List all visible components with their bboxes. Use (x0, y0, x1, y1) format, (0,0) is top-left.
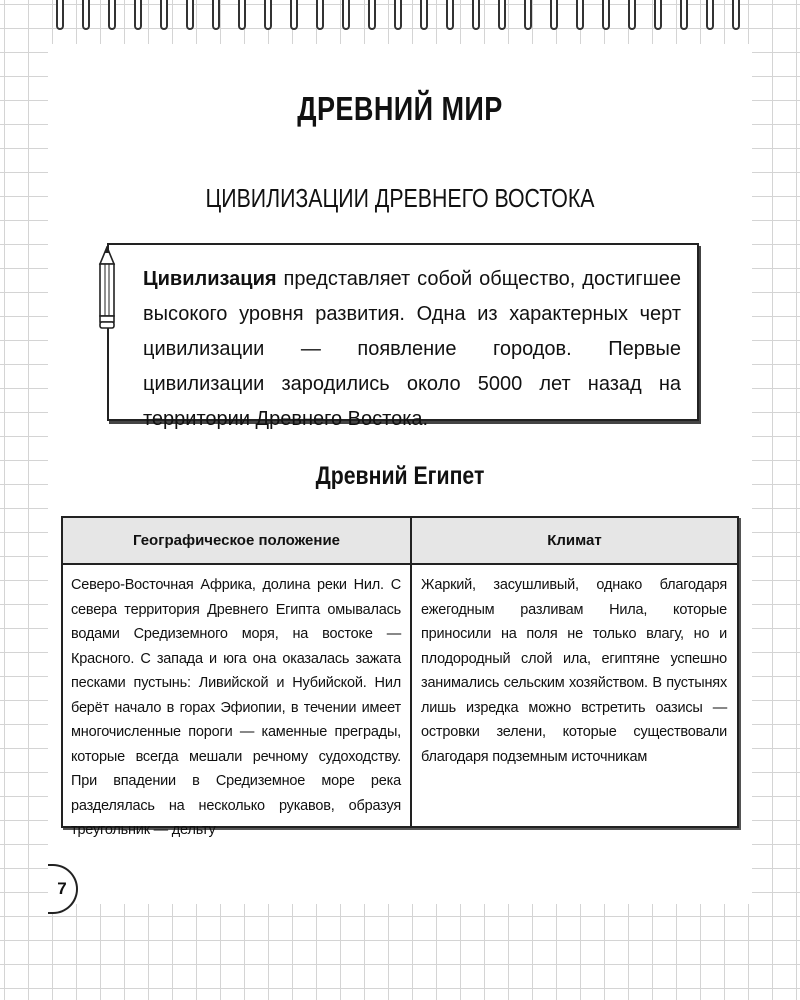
definition-body: представляет собой общество, достигшее высокого уровня развития. Одна из характерных черт цивилизации — появление городов. Первые цивилизации зародились около 5000 лет назад на территории Древнего Востока. (143, 268, 681, 430)
spiral-binding-icon (628, 0, 636, 30)
spiral-binding-icon (342, 0, 350, 30)
spiral-binding-icon (264, 0, 272, 30)
spiral-binding-icon (160, 0, 168, 30)
spiral-binding-icon (394, 0, 402, 30)
spiral-binding-icon (82, 0, 90, 30)
table-header-climate: Климат (547, 532, 602, 549)
spiral-binding-icon (290, 0, 298, 30)
spiral-binding-icon (56, 0, 64, 30)
spiral-binding-icon (524, 0, 532, 30)
page-title: ДРЕВНИЙ МИР (297, 90, 503, 127)
spiral-binding-icon (680, 0, 688, 30)
table-cell-climate: Жаркий, засушливый, однако благодаря ежегодным разливам Нила, которые приносили на поля не только влагу, но и плодородный слой ила, египтяне успешно занимались сельским хозяйством. В пустынях лишь изредка можно встретить оазисы — островки зелени, которые существовали благодаря подземным источникам (421, 577, 727, 765)
table-header-row (63, 518, 737, 565)
spiral-binding-icon (472, 0, 480, 30)
spiral-binding-icon (654, 0, 662, 30)
spiral-binding-icon (446, 0, 454, 30)
info-table (61, 516, 739, 838)
section-title: Древний Египет (315, 462, 485, 490)
spiral-binding-icon (186, 0, 194, 30)
page-number: 7 (48, 864, 78, 914)
page-subtitle: ЦИВИЛИЗАЦИИ ДРЕВНЕГО ВОСТОКА (205, 183, 595, 213)
spiral-binding-icon (706, 0, 714, 30)
spiral-binding-icon (550, 0, 558, 30)
definition-term: Цивилизация (143, 268, 277, 290)
spiral-binding (0, 0, 800, 44)
spiral-binding-icon (498, 0, 506, 30)
spiral-binding-icon (134, 0, 142, 30)
spiral-binding-icon (212, 0, 220, 30)
table-cell-geography: Северо-Восточная Африка, долина реки Нил. С севера территория Древнего Египта омывалась водами Средиземного моря, на востоке — Красного. С запада и юга она оказалась зажата песками пустынь: Ливийской и Нубийской. Нил берёт начало в горах Эфиопии, в течении имеет многочисленные пороги — каменные преграды, которые всегда мешали речному судоходству. При впадении в Средиземное море река разделялась на несколько рукавов, образуя треугольник — дельту (71, 577, 401, 838)
spiral-binding-icon (108, 0, 116, 30)
pencil-icon (96, 246, 118, 330)
table-column-divider (410, 518, 412, 826)
spiral-binding-icon (420, 0, 428, 30)
spiral-binding-icon (602, 0, 610, 30)
spiral-binding-icon (576, 0, 584, 30)
spiral-binding-icon (732, 0, 740, 30)
definition-text (143, 262, 681, 437)
spiral-binding-icon (316, 0, 324, 30)
table-header-geography: Географическое положение (132, 532, 341, 549)
spiral-binding-icon (238, 0, 246, 30)
spiral-binding-icon (368, 0, 376, 30)
